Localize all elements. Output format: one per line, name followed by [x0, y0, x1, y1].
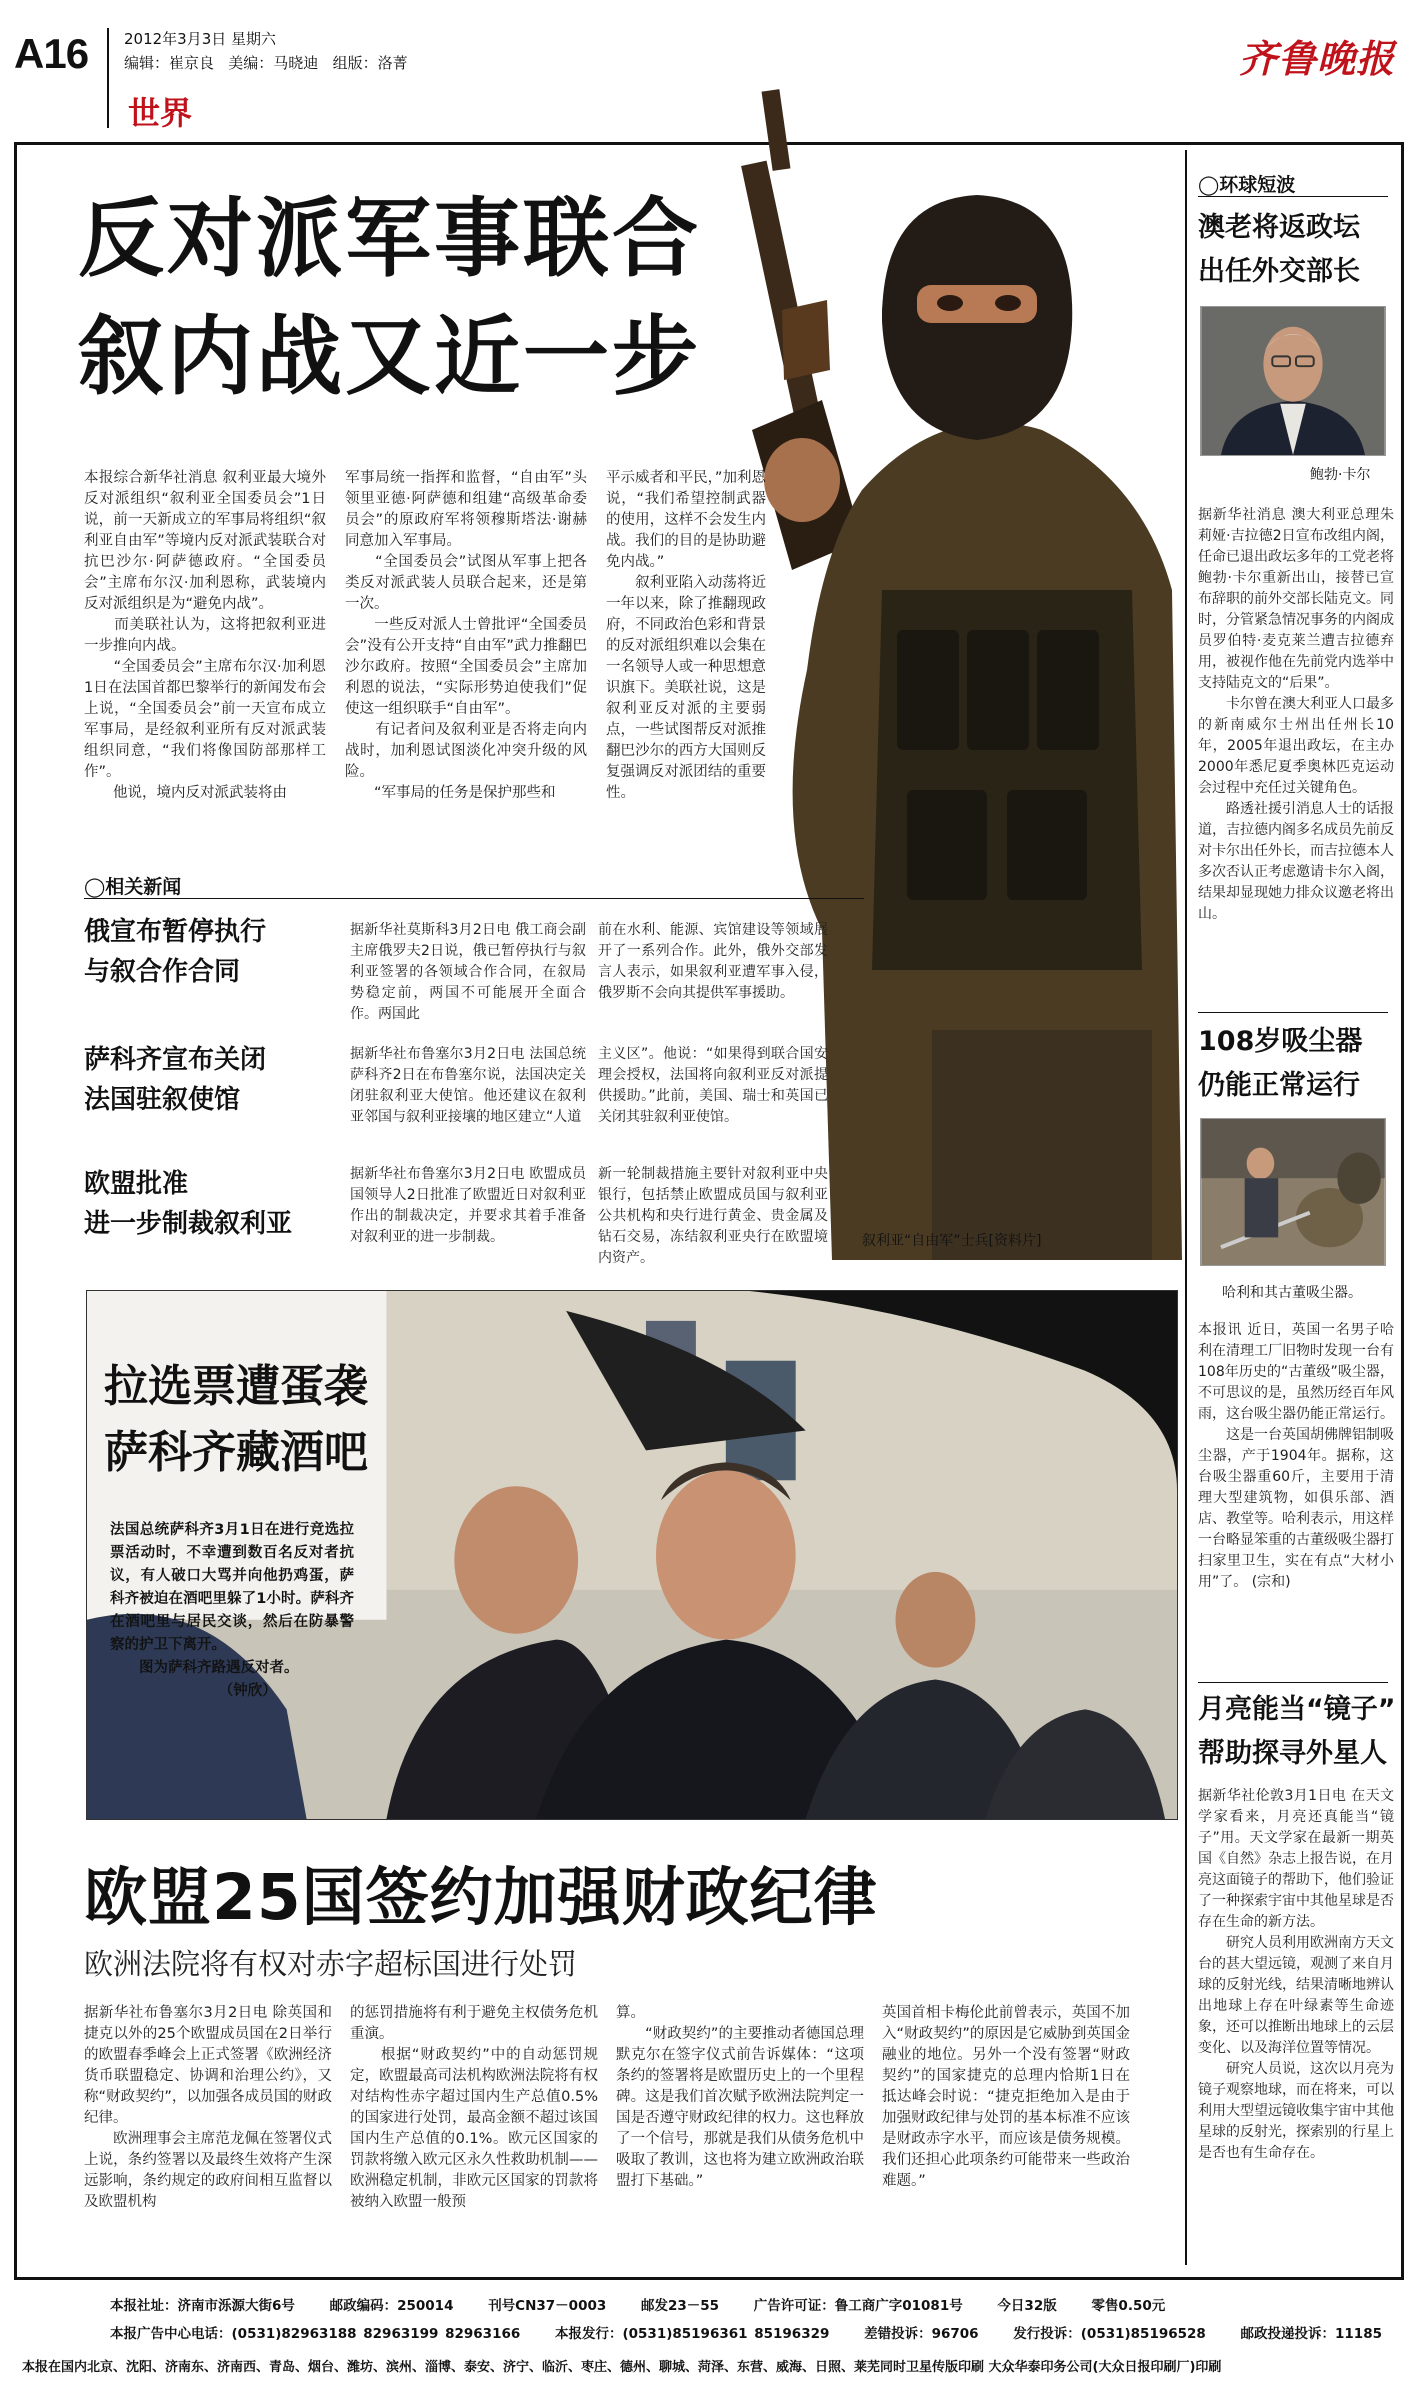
masthead-divider — [107, 28, 109, 128]
bob-carr-photo — [1200, 306, 1386, 456]
sidebar-headline-line: 108岁吸尘器 — [1198, 1026, 1363, 1057]
footer-postal-code: 邮发23－55 — [640, 2298, 720, 2314]
related-news-tag: ◯相关新闻 — [84, 876, 182, 898]
related-headline-line: 俄宣布暂停执行 — [84, 917, 267, 947]
sarkozy-headline-line: 萨科齐藏酒吧 — [104, 1427, 368, 1478]
sidebar-headline-moon — [1198, 1688, 1398, 1776]
related-body-eu-sanctions-b: 新一轮制裁措施主要针对叙利亚中央银行，包括禁止欧盟成员国与叙利亚公共机构和央行进行黄金、贵金属及钻石交易，冻结叙利亚央行在欧盟境内资产。 — [598, 1166, 828, 1266]
eu-headline: 欧盟25国签约加强财政纪律 — [84, 1861, 878, 1934]
sidebar-headline-line: 月亮能当“镜子” — [1198, 1694, 1396, 1725]
eu-subheadline: 欧洲法院将有权对赤字超标国进行处罚 — [84, 1947, 578, 1981]
eu-article-col-3: 算。 “财政契约”的主要推动者德国总理默克尔在签字仪式前告诉媒体：“这项条约的签署将是欧盟历史上的一个里程碑。这是我们首次赋予欧洲法院判定一国是否遵守财政纪律的权力。这也释放了一个信号，那就是我们从债务危机中吸取了教训，这也将为建立欧洲政治联盟打下基础。” — [616, 2005, 864, 2189]
sidebar-headline-australia — [1198, 206, 1398, 294]
sidebar-headline-vacuum — [1198, 1020, 1398, 1108]
related-headline-russia — [84, 912, 344, 992]
soldier-photo-caption: 叙利亚“自由军”士兵[资料片] — [862, 1233, 1042, 1249]
editor-credits: 编辑：崔京良 美编：马晓迪 组版：洛菁 — [124, 54, 408, 72]
related-headline-line: 与叙合作合同 — [84, 957, 241, 987]
footer-rule — [14, 2277, 1404, 2280]
footer-price: 零售0.50元 — [1091, 2298, 1166, 2314]
newspaper-logo: 齐鲁晚报 — [1238, 36, 1395, 81]
related-body-russia-b: 前在水利、能源、宾馆建设等领域展开了一系列合作。此外，俄外交部发言人表示，如果叙利亚遭军事入侵，俄罗斯不会向其提供军事援助。 — [598, 922, 828, 1001]
related-body-eu-sanctions-a: 据新华社布鲁塞尔3月2日电 欧盟成员国领导人2日批准了欧盟近日对叙利亚作出的制裁决定，并要求其着手准备对叙利亚的进一步制裁。 — [350, 1166, 586, 1245]
footer-line-2 — [110, 2322, 1410, 2342]
sidebar-divider — [1185, 150, 1187, 2265]
footer-issn: 刊号CN37－0003 — [488, 2298, 607, 2314]
related-headline-line: 进一步制裁叙利亚 — [84, 1209, 293, 1239]
lead-article-col-1: 本报综合新华社消息 叙利亚最大境外反对派组织“叙利亚全国委员会”1日说，前一天新成立的军事局将组织“叙利亚自由军”等境内反对派武装联合对抗巴沙尔·阿萨德政府。“全国委员会”主席布尔汉·加利恩称，武装境内反对派组织是为“避免内战”。 而美联社认为，这将把叙利亚进一步推向内战。 “全国委员会”主席布尔汉·加利恩1日在法国首都巴黎举行的新闻发布会上说，“全国委员会”前一天宣布成立军事局，是经叙利亚所有反对派武装组织同意，“我们将像国防部那样工作”。 他说，境内反对派武装将由 — [84, 470, 326, 801]
masthead — [0, 0, 1417, 140]
footer-address: 本报社址：济南市泺源大街6号 — [110, 2298, 295, 2314]
related-headline-line: 法国驻叙使馆 — [84, 1085, 241, 1115]
lead-headline — [78, 180, 898, 416]
top-rule — [14, 142, 1404, 145]
sidebar-headline-line: 仍能正常运行 — [1198, 1070, 1360, 1101]
footer-postal-complaint: 邮政投递投诉：11185 — [1240, 2326, 1382, 2342]
related-body-france-b: 主义区”。他说：“如果得到联合国安理会授权，法国将向叙利亚反对派提供援助。”此前，美国、瑞士和英国已关闭其驻叙利亚使馆。 — [598, 1046, 828, 1125]
footer-ad-license: 广告许可证：鲁工商广字01081号 — [753, 2298, 963, 2314]
sidebar-headline-line: 帮助探寻外星人 — [1198, 1738, 1387, 1769]
lead-article-col-3: 平示威者和平民，”加利恩说，“我们希望控制武器的使用，这样不会发生内战。我们的目的是协助避免内战。” 叙利亚陷入动荡将近一年以来，除了推翻现政府，不同政治色彩和背景的反对派组织难以会集在一名领导人或一种思想意识旗下。美联社说，这是叙利亚反对派的主要弱点，一些试图帮反对派推翻巴沙尔的西方大国则反复强调反对派团结的重要性。 — [606, 470, 766, 801]
footer-line-1 — [110, 2294, 1193, 2314]
eu-article-col-2: 的惩罚措施将有利于避免主权债务危机重演。 根据“财政契约”中的自动惩罚规定，欧盟最高司法机构欧洲法院将有权对结构性赤字超过国内生产总值0.5%的国家进行处罚，最高金额不超过该国国内生产总值的0.1%。欧元区国家的罚款将缴入欧元区永久性救助机制——欧洲稳定机制，非欧元区国家的罚款将被纳入欧盟一般预 — [350, 2005, 598, 2210]
vacuum-cleaner-photo — [1200, 1118, 1386, 1266]
related-headline-eu-sanctions — [84, 1164, 344, 1244]
page-number: A16 — [14, 30, 89, 77]
sidebar-tag: ◯环球短波 — [1198, 174, 1296, 196]
related-body-russia-a: 据新华社莫斯科3月2日电 俄工商会副主席俄罗夫2日说，俄已暂停执行与叙利亚签署的各领域合作合同，在叙局势稳定前，两国不可能展开全面合作。两国此 — [350, 922, 586, 1022]
sidebar-body-australia: 据新华社消息 澳大利亚总理朱莉娅·吉拉德2日宣布改组内阁，任命已退出政坛多年的工党老将鲍勃·卡尔重新出山，接替已宣布辞职的前外交部长陆克文。同时，分管紧急情况事务的内阁成员罗伯特·麦克莱兰遭吉拉德弃用，被视作他在先前党内选举中支持陆克文的“后果”。 卡尔曾在澳大利亚人口最多的新南威尔士州出任州长10年，2005年退出政坛，在主办2000年悉尼夏季奥林匹克运动会过程中充任过关键角色。 路透社援引消息人士的话报道，吉拉德内阁多名成员先前反对卡尔出任外长，而吉拉德本人多次否认正考虑邀请卡尔入阁，结果却显现她力排众议邀老将出山。 — [1198, 507, 1394, 922]
footer-error-hotline: 差错投诉：96706 — [864, 2326, 979, 2342]
bob-carr-caption: 鲍勃·卡尔 — [1310, 467, 1371, 483]
footer-distribution-phone: 本报发行：(0531)85196361 85196329 — [554, 2326, 830, 2342]
footer-printing-info: 本报在国内北京、沈阳、济南东、济南西、青岛、烟台、潍坊、滨州、淄博、泰安、济宁、临沂、枣庄、德州、聊城、菏泽、东营、威海、日照、莱芜同时卫星传版印刷 大众华泰印务公司(大众日报印刷厂)印刷 — [22, 2360, 1222, 2375]
footer-ad-phone: 本报广告中心电话：(0531)82963188 82963199 82963166 — [110, 2326, 521, 2342]
footer-page-count: 今日32版 — [997, 2298, 1057, 2314]
sarkozy-headline — [104, 1354, 424, 1486]
section-title: 世界 — [128, 94, 193, 132]
footer-postcode: 邮政编码：250014 — [329, 2298, 454, 2314]
sarkozy-headline-line: 拉选票遭蛋袭 — [104, 1361, 368, 1412]
related-news-rule — [84, 898, 864, 899]
issue-date: 2012年3月3日 星期六 — [124, 30, 277, 48]
sarkozy-caption-text: 法国总统萨科齐3月1日在进行竞选拉票活动时，不幸遭到数百名反对者抗议，有人破口大骂并向他扔鸡蛋，萨科齐被迫在酒吧里躲了1小时。萨科齐在酒吧里与居民交谈，然后在防暴警察的护卫下离开。 图为萨科齐路遇反对者。 （钟欣） — [110, 1522, 354, 1699]
footer-distribution-complaint: 发行投诉：(0531)85196528 — [1013, 2326, 1206, 2342]
sidebar-rule — [1198, 196, 1388, 197]
eu-article-col-4: 英国首相卡梅伦此前曾表示，英国不加入“财政契约”的原因是它威胁到英国金融业的地位。另外一个没有签署“财政契约”的国家捷克的总理内恰斯1日在抵达峰会时说：“捷克拒绝加入是由于加强财政纪律与处罚的基本标准不应该是财政赤字水平，而应该是债务规模。我们还担心此项条约可能带来一些政治难题。” — [882, 2005, 1130, 2189]
lead-headline-line-1: 反对派军事联合 — [78, 189, 701, 289]
sidebar-headline-line: 出任外交部长 — [1198, 256, 1360, 287]
sidebar-body-vacuum: 本报讯 近日，英国一名男子哈利在清理工厂旧物时发现一台有108年历史的“古董级”吸尘器，不可思议的是，虽然历经百年风雨，这台吸尘器仍能正常运行。 这是一台英国胡佛牌铝制吸尘器，产于1904年。据称，这台吸尘器重60斤，主要用于清理大型建筑物，如俱乐部、酒店、教堂等。哈利表示，用这样一台略显笨重的古董级吸尘器打扫家里卫生，实在有点“大材小用”了。 (宗和) — [1198, 1322, 1394, 1590]
related-headline-line: 欧盟批准 — [84, 1169, 189, 1199]
sidebar-story-divider — [1198, 1682, 1388, 1683]
sidebar-body-moon: 据新华社伦敦3月1日电 在天文学家看来，月亮还真能当“镜子”用。天文学家在最新一期英国《自然》杂志上报告说，在月亮这面镜子的帮助下，他们验证了一种探索宇宙中其他星球是否存在生命的新方法。 研究人员利用欧洲南方天文台的甚大望远镜，观测了来自月球的反射光线，结果清晰地辨认出地球上存在叶绿素等生命迹象，还可以推断出地球上的云层变化、以及海洋位置等情况。 研究人员说，这次以月亮为镜子观察地球，而在将来，可以利用大型望远镜收集宇宙中其他星球的反射光，探索别的行星上是否也有生命存在。 — [1198, 1788, 1394, 2161]
eu-article-col-1: 据新华社布鲁塞尔3月2日电 除英国和捷克以外的25个欧盟成员国在2日举行的欧盟春季峰会上正式签署《欧洲经济货币联盟稳定、协调和治理公约》，又称“财政契约”，以加强各成员国的财政纪律。 欧洲理事会主席范龙佩在签署仪式上说，条约签署以及最终生效将产生深远影响，条约规定的政府间相互监督以及欧盟机构 — [84, 2005, 332, 2210]
sidebar-story-divider — [1198, 1012, 1388, 1013]
related-body-france-a: 据新华社布鲁塞尔3月2日电 法国总统萨科齐2日在布鲁塞尔说，法国决定关闭驻叙利亚大使馆。他还建议在叙利亚邻国与叙利亚接壤的地区建立“人道 — [350, 1046, 586, 1125]
related-headline-france — [84, 1040, 344, 1120]
vacuum-photo-caption: 哈利和其古董吸尘器。 — [1222, 1285, 1362, 1301]
sidebar-headline-line: 澳老将返政坛 — [1198, 212, 1360, 243]
related-headline-line: 萨科齐宣布关闭 — [84, 1045, 267, 1075]
lead-article-col-2: 军事局统一指挥和监督，“自由军”头领里亚德·阿萨德和组建“高级革命委员会”的原政府军将领穆斯塔法·谢赫同意加入军事局。 “全国委员会”试图从军事上把各类反对派武装人员联合起来，还是第一次。 一些反对派人士曾批评“全国委员会”没有公开支持“自由军”武力推翻巴沙尔政府。按照“全国委员会”主席加利恩的说法，“实际形势迫使我们”促使这一组织联手“自由军”。 有记者问及叙利亚是否将走向内战时，加利恩试图淡化冲突升级的风险。 “军事局的任务是保护那些和 — [345, 470, 587, 801]
lead-headline-line-2: 叙内战又近一步 — [78, 307, 701, 407]
